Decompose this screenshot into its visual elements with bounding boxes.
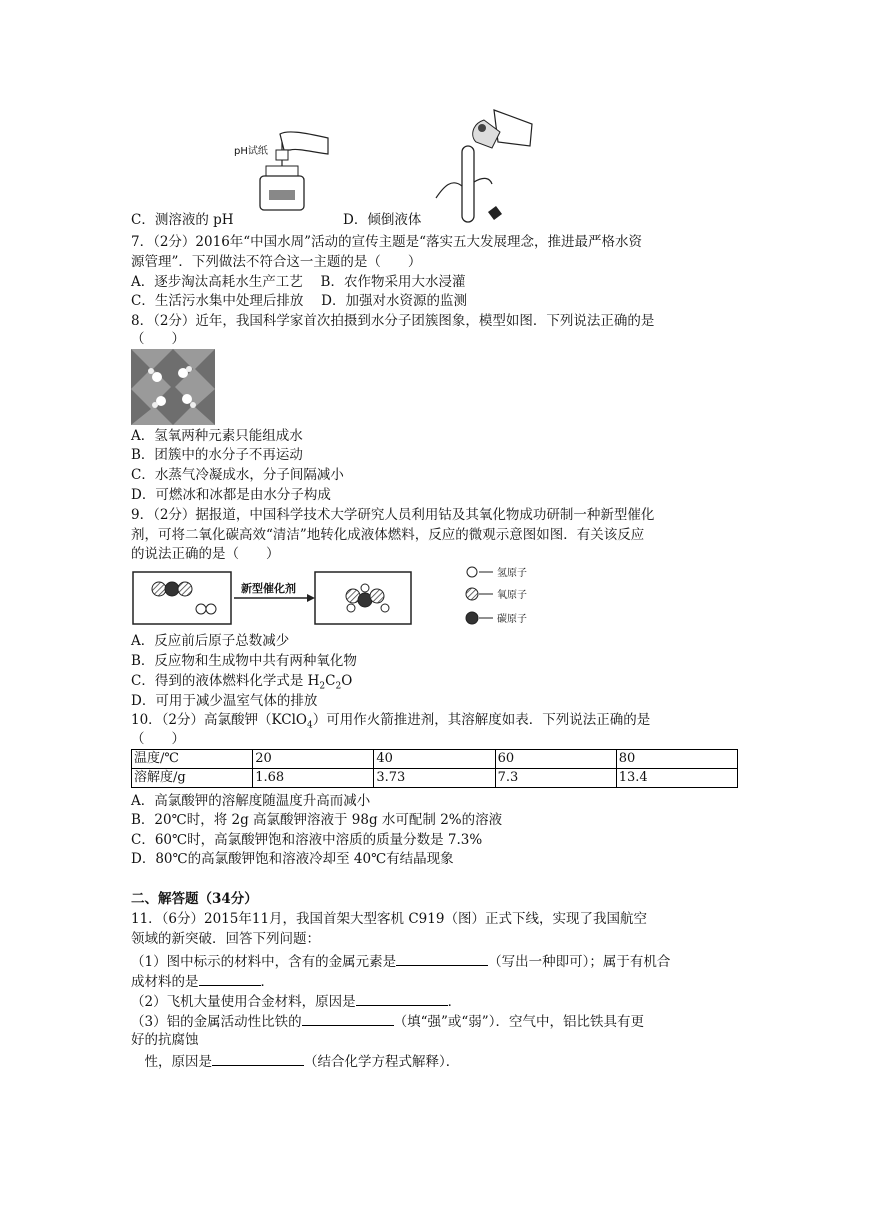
- q9-stem-line3: 的说法正确的是（ ）: [131, 546, 280, 562]
- table-cell: 80: [616, 750, 737, 769]
- table-cell: 7.3: [495, 769, 616, 788]
- q10-option-d: D．80℃的高氯酸钾饱和溶液冷却至 40℃有结晶现象: [131, 851, 454, 867]
- table-row: [132, 769, 738, 788]
- answer-blank[interactable]: [212, 1051, 304, 1066]
- q10-option-a: A．高氯酸钾的溶解度随温度升高而减小: [131, 793, 371, 809]
- q11-stem-line2: 领域的新突破．回答下列问题：: [131, 931, 320, 947]
- section-2-title: 二、解答题（34分）: [131, 891, 258, 907]
- table-cell: 40: [374, 750, 495, 769]
- q7-stem-line2: 源管理”．下列做法不符合这一主题的是（ ）: [131, 254, 422, 270]
- q8-option-c: C．水蒸气冷凝成水，分子间隔减小: [131, 467, 344, 483]
- ph-paper-label: pH试纸: [234, 146, 268, 157]
- water-cluster-figure: [131, 349, 215, 425]
- q9-option-d: D．可用于减少温室气体的排放: [131, 693, 318, 709]
- catalyst-label: 新型催化剂: [241, 582, 296, 595]
- q8-stem-line1: 8．（2分）近年，我国科学家首次拍摄到水分子团簇图象，模型如图．下列说法正确的是: [131, 313, 655, 329]
- q8-option-b: B．团簇中的水分子不再运动: [131, 447, 303, 463]
- q11-part1-line2: 成材料的是 ．: [131, 971, 274, 991]
- answer-blank[interactable]: [302, 1011, 394, 1026]
- q10-stem-line1: 10．（2分）高氯酸钾（KClO$_4$）可用作火箭推进剂，其溶解度如表．下列说法正确的是: [131, 712, 651, 731]
- table-row: [132, 750, 738, 769]
- legend-oxygen: 氧原子: [497, 590, 527, 601]
- answer-blank[interactable]: [356, 991, 448, 1006]
- q8-option-d: D．可燃冰和冰都是由水分子构成: [131, 487, 331, 503]
- q11-part3-line3: 性，原因是 （结合化学方程式解释）．: [131, 1051, 459, 1071]
- pour-liquid-figure: [432, 106, 537, 224]
- q9-stem-line2: 剂，可将二氧化碳高效“清洁”地转化成液体燃料，反应的微观示意图如图．有关该反应: [131, 527, 645, 543]
- table-cell: 温度/℃: [132, 750, 253, 769]
- q7-stem-line1: 7．（2分）2016年“中国水周”活动的宣传主题是“落实五大发展理念，推进最严格水资: [131, 234, 642, 250]
- legend-hydrogen: 氢原子: [497, 568, 527, 579]
- q9-option-c: C．得到的液体燃料化学式是 $H_2C_2O$: [131, 673, 353, 692]
- q10-option-b: B．20℃时，将 2g 高氯酸钾溶液于 98g 水可配制 2%的溶液: [131, 812, 503, 828]
- answer-blank[interactable]: [199, 971, 261, 986]
- solubility-table: [131, 749, 738, 788]
- q11-stem-line1: 11．（6分）2015年11月，我国首架大型客机 C919（图）正式下线，实现了我国航空: [131, 911, 647, 927]
- ph-test-figure: [232, 128, 332, 212]
- q6-option-c: C．测溶液的 pH: [131, 212, 234, 228]
- table-cell: 1.68: [253, 769, 374, 788]
- q10-option-c: C．60℃时，高氯酸钾饱和溶液中溶质的质量分数是 7.3%: [131, 832, 483, 848]
- legend-carbon: 碳原子: [497, 614, 527, 625]
- q11-part3-line1: （3）铝的金属活动性比铁的 （填“强”或“弱”）．空气中，铝比铁具有更: [131, 1011, 644, 1031]
- q9-option-a: A．反应前后原子总数减少: [131, 633, 290, 649]
- answer-blank[interactable]: [396, 951, 488, 966]
- table-cell: 20: [253, 750, 374, 769]
- q9-option-b: B．反应物和生成物中共有两种氧化物: [131, 653, 357, 669]
- q11-part3-line2: 好的抗腐蚀: [131, 1032, 199, 1048]
- table-cell: 溶解度/g: [132, 769, 253, 788]
- q9-stem-line1: 9．（2分）据报道，中国科学技术大学研究人员利用钴及其氧化物成功研制一种新型催化: [131, 507, 655, 523]
- table-cell: 13.4: [616, 769, 737, 788]
- q7-options-cd: C．生活污水集中处理后排放 D．加强对水资源的监测: [131, 293, 467, 309]
- table-cell: 3.73: [374, 769, 495, 788]
- table-cell: 60: [495, 750, 616, 769]
- q11-part1-line1: （1）图中标示的材料中，含有的金属元素是 （写出一种即可）；属于有机合: [131, 951, 670, 971]
- q6-option-d: D．倾倒液体: [343, 212, 422, 228]
- q8-option-a: A．氢氧两种元素只能组成水: [131, 428, 303, 444]
- q11-part2: （2）飞机大量使用合金材料，原因是 ．: [131, 991, 461, 1011]
- q8-stem-line2: （ ）: [131, 331, 185, 347]
- q7-options-ab: A．逐步淘汰高耗水生产工艺 B．农作物采用大水浸灌: [131, 274, 466, 290]
- reaction-diagram: [131, 566, 551, 630]
- q10-stem-line2: （ ）: [131, 731, 185, 747]
